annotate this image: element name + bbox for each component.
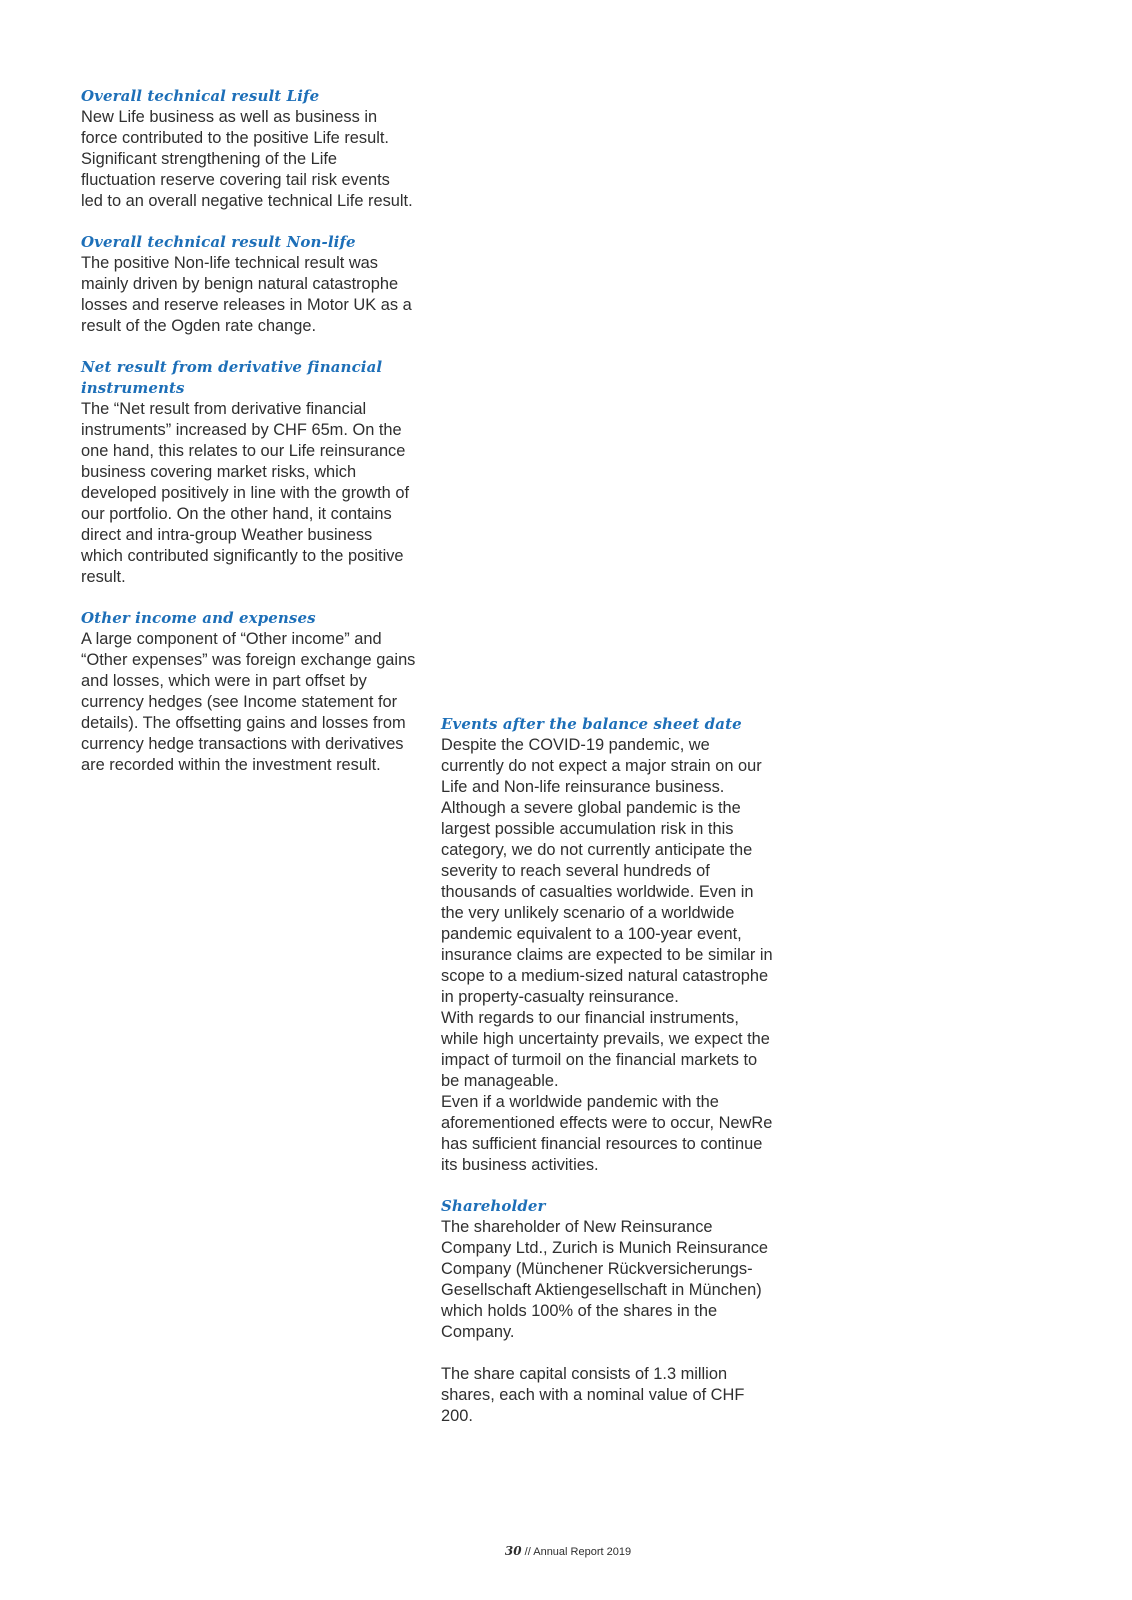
section-paragraph: The share capital consists of 1.3 million shares, each with a nominal value of CHF 200. <box>441 1365 745 1425</box>
section-paragraph: A large component of “Other income” and “Other expenses” was foreign exchange gains and losses, which were in part offset by currency hedges (see Income statement for details). The offsetting gains and losses from currency hedge transactions with derivatives are recorded within the investment result. <box>81 630 416 774</box>
footer-text: // Annual Report 2019 <box>524 1546 632 1558</box>
page-number: 30 <box>504 1544 522 1558</box>
section-paragraph: The shareholder of New Reinsurance Company Ltd., Zurich is Munich Reinsurance Company (Münchener Rückversicherungs-Gesellschaft Aktiengesellschaft in München) which holds 100% of the shares in the Company. <box>441 1218 769 1341</box>
section-paragraph: Despite the COVID-19 pandemic, we currently do not expect a major strain on our Life and Non-life reinsurance business. Although a severe global pandemic is the largest possible accumulation risk in this category, we do not currently anticipate the severity to reach several hundreds of thousands of casualties worldwide. Even in the very unlikely scenario of a worldwide pandemic equivalent to a 100-year event, insurance claims are expected to be similar in scope to a medium-sized natural catastrophe in property-casualty reinsurance. <box>441 736 773 1006</box>
section-technical-result-non-life <box>81 232 416 337</box>
section-other-income-expenses <box>81 608 416 776</box>
right-column <box>441 714 776 1447</box>
section-events-after-balance-sheet <box>441 714 776 1176</box>
section-heading: Events after the balance sheet date <box>441 715 742 733</box>
section-heading: Overall technical result Life <box>81 87 320 105</box>
section-heading: Shareholder <box>441 1197 546 1215</box>
section-heading: Overall technical result Non-life <box>81 233 356 251</box>
left-column <box>81 86 416 796</box>
section-paragraph: The “Net result from derivative financial instruments” increased by CHF 65m. On the one hand, this relates to our Life reinsurance business covering market risks, which developed positively in line with the growth of our portfolio. On the other hand, it contains direct and intra-group Weather business which contributed significantly to the positive result. <box>81 400 410 586</box>
section-heading: Net result from derivative financial instruments <box>81 358 383 397</box>
section-paragraph: The positive Non-life technical result was mainly driven by benign natural catastrophe losses and reserve releases in Motor UK as a result of the Ogden rate change. <box>81 254 412 335</box>
section-shareholder <box>441 1196 776 1427</box>
section-technical-result-life <box>81 86 416 212</box>
section-paragraph: New Life business as well as business in force contributed to the positive Life result. Significant strengthening of the Life fluctuation reserve covering tail risk events led to an overall negative technical Life result. <box>81 108 413 210</box>
page-footer <box>0 1544 1132 1559</box>
section-paragraph: Even if a worldwide pandemic with the aforementioned effects were to occur, NewRe has sufficient financial resources to continue its business activities. <box>441 1093 773 1174</box>
section-derivative-financial-instruments <box>81 357 416 588</box>
section-heading: Other income and expenses <box>81 609 316 627</box>
section-paragraph: With regards to our financial instruments, while high uncertainty prevails, we expect the impact of turmoil on the financial markets to be manageable. <box>441 1009 770 1090</box>
